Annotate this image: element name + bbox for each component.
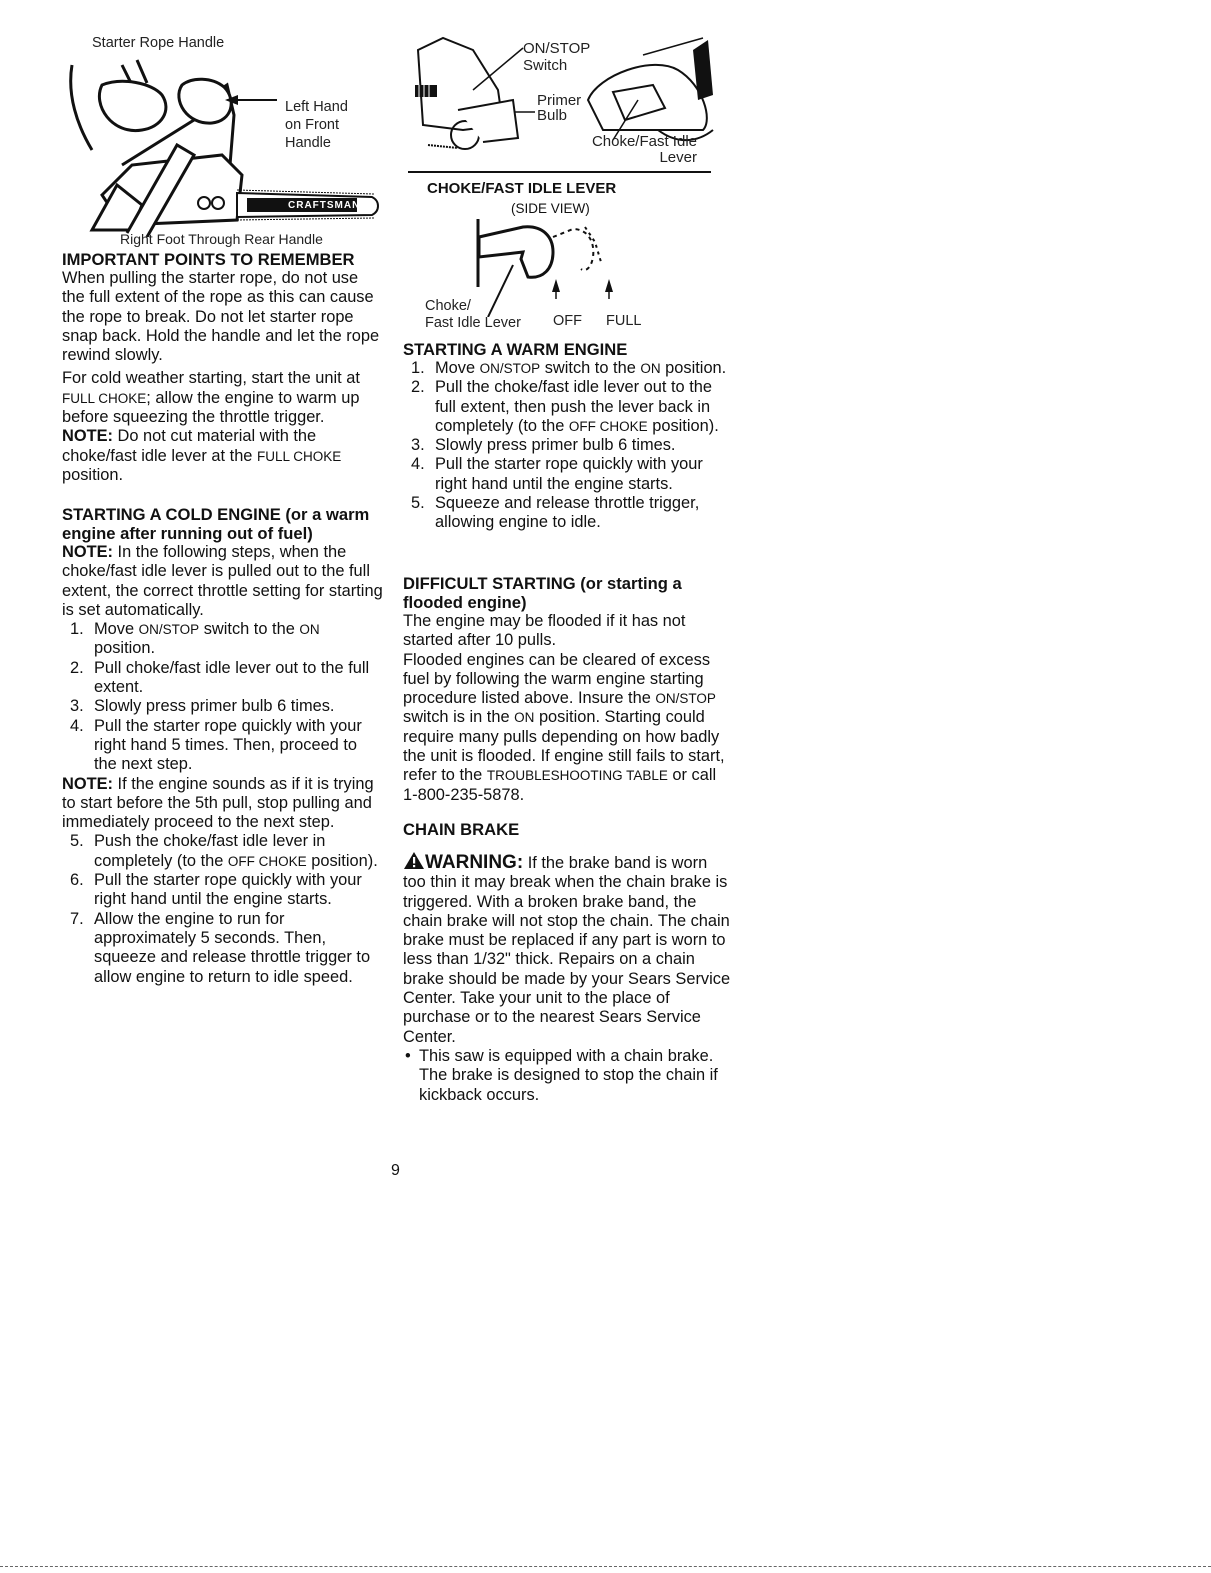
- bullet-text: This saw is equipped with a chain brake. The brake is designed to stop the chain if kickback occurs.: [419, 1046, 718, 1104]
- cold-step-5: 5. Push the choke/fast idle lever in completely (to the OFF CHOKE position).: [70, 832, 378, 870]
- cold-step-7: 7. Allow the engine to run for approximately 5 seconds. Then, squeeze and release throttle trigger to allow engine to return to idle speed.: [70, 909, 371, 986]
- label-primer-line1: Primer: [537, 92, 582, 109]
- figure-divider: [408, 171, 711, 173]
- section-cold-engine: [62, 505, 384, 987]
- label-choke-line2: Lever: [659, 149, 697, 166]
- heading-important-points: IMPORTANT POINTS TO REMEMBER: [62, 250, 355, 269]
- section-warm-engine: [403, 340, 733, 533]
- paragraph-starter-rope: When pulling the starter rope, do not use the full extent of the rope as this can cause the rope to break. Do not let starter rope snap back. Hold the handle and let the rope rewind slowly.: [62, 269, 380, 365]
- cold-step-1: 1. Move ON/STOP switch to the ON position.: [70, 620, 320, 658]
- heading-chain-brake: CHAIN BRAKE: [403, 820, 520, 839]
- heading-cold-engine: STARTING A COLD ENGINE (or a warm engine after running out of fuel): [62, 505, 370, 543]
- caption-side-view: (SIDE VIEW): [511, 201, 590, 216]
- label-primer-line2: Bulb: [537, 107, 568, 124]
- warm-step-2: 2. Pull the choke/fast idle lever out to the full extent, then push the lever back in completely (to the OFF CHOKE position).: [411, 378, 719, 435]
- heading-warm-engine: STARTING A WARM ENGINE: [403, 340, 628, 359]
- caption-choke-fast-idle-lever: CHOKE/FAST IDLE LEVER: [427, 180, 617, 197]
- paragraph-clear-fuel: Flooded engines can be cleared of excess fuel by following the warm engine starting procedure listed above. Insure the ON/STOP switch is in the ON position. Starting could require many pulls depending on how badly the unit is flooded. If engine still fails to start, refer to the TROUBLESHOOTING TABLE or call 1-800-235-5878.: [403, 650, 725, 804]
- label-left-hand-line2: on Front: [285, 117, 339, 133]
- warm-step-1: 1. Move ON/STOP switch to the ON position.: [411, 359, 727, 377]
- warning-label: WARNING:: [425, 852, 524, 873]
- label-off: OFF: [553, 313, 582, 329]
- brand-logo: CRAFTSMAN: [288, 200, 361, 211]
- cold-steps-list-a: [62, 620, 384, 774]
- label-left-hand: [285, 98, 348, 152]
- paragraph-cold-weather: For cold weather starting, start the unit at FULL CHOKE; allow the engine to warm up before squeezing the throttle trigger.: [62, 369, 360, 427]
- figure-choke-lever-side-view: [403, 177, 733, 337]
- label-onstop-switch: [523, 40, 590, 74]
- figure-controls: [403, 30, 733, 172]
- section-important-points: [62, 250, 384, 485]
- label-onstop-line1: ON/STOP: [523, 40, 591, 57]
- cold-step-6: 6. Pull the starter rope quickly with your right hand until the engine starts.: [70, 871, 362, 909]
- label-primer-bulb: [537, 93, 581, 123]
- warning-brake-band: [403, 851, 733, 1047]
- label-onstop-line2: Switch: [523, 57, 568, 74]
- label-lever-line2: Fast Idle Lever: [425, 315, 521, 331]
- section-chain-brake: [403, 820, 733, 1105]
- cold-steps-list-b: [62, 832, 384, 986]
- label-starter-rope-handle: Starter Rope Handle: [92, 35, 225, 51]
- heading-difficult-starting: DIFFICULT STARTING (or starting a flooded engine): [403, 574, 682, 612]
- warning-icon: [403, 851, 425, 870]
- label-full: FULL: [606, 313, 642, 329]
- cold-step-4: 4. Pull the starter rope quickly with your right hand 5 times. Then, proceed to the next step.: [70, 716, 362, 774]
- figure-starting-position: [62, 0, 384, 250]
- note-throttle-setting: NOTE: In the following steps, when the choke/fast idle lever is pulled out to the full extent, the correct throttle setting for starting is set automatically.: [62, 543, 383, 619]
- bullet-marker: •: [405, 1046, 411, 1065]
- label-choke-line1: Choke/Fast Idle: [591, 133, 697, 150]
- warning-text: If the brake band is worn too thin it may break when the chain brake is triggered. With a broken brake band, the chain brake will not stop the chain. The chain brake must be replaced if any part is worn to less than 1/32" thick. Repairs on a chain brake should be made by your Sears Service Center. Take your unit to the place of purchase or to the nearest Sears Service Center.: [403, 854, 731, 1046]
- warm-step-5: 5. Squeeze and release throttle trigger, allowing engine to idle.: [411, 494, 700, 532]
- section-difficult-starting: [403, 574, 733, 805]
- cold-step-3: 3. Slowly press primer bulb 6 times.: [70, 697, 335, 716]
- scan-edge-rule: [0, 1566, 1211, 1567]
- paragraph-flooded: The engine may be flooded if it has not started after 10 pulls.: [403, 612, 686, 650]
- note-full-choke: NOTE: Do not cut material with the choke/fast idle lever at the FULL CHOKE position.: [62, 427, 342, 484]
- label-right-foot: Right Foot Through Rear Handle: [120, 231, 323, 247]
- page-number: 9: [391, 1162, 400, 1179]
- label-choke-fast-idle: [425, 298, 521, 332]
- warm-step-4: 4. Pull the starter rope quickly with your right hand until the engine starts.: [411, 455, 703, 493]
- bullet-chain-brake: [403, 1047, 733, 1105]
- label-lever-line1: Choke/: [425, 298, 471, 314]
- note-5th-pull: NOTE: If the engine sounds as if it is trying to start before the 5th pull, stop pulling and immediately proceed to the next step.: [62, 774, 374, 832]
- label-left-hand-line3: Handle: [285, 135, 331, 151]
- label-choke-fast-idle-lever: [581, 134, 697, 166]
- warm-step-3: 3. Slowly press primer bulb 6 times.: [411, 436, 676, 455]
- warm-steps-list: [403, 359, 733, 533]
- cold-step-2: 2. Pull choke/fast idle lever out to the full extent.: [70, 658, 370, 697]
- label-left-hand-line1: Left Hand: [285, 99, 348, 115]
